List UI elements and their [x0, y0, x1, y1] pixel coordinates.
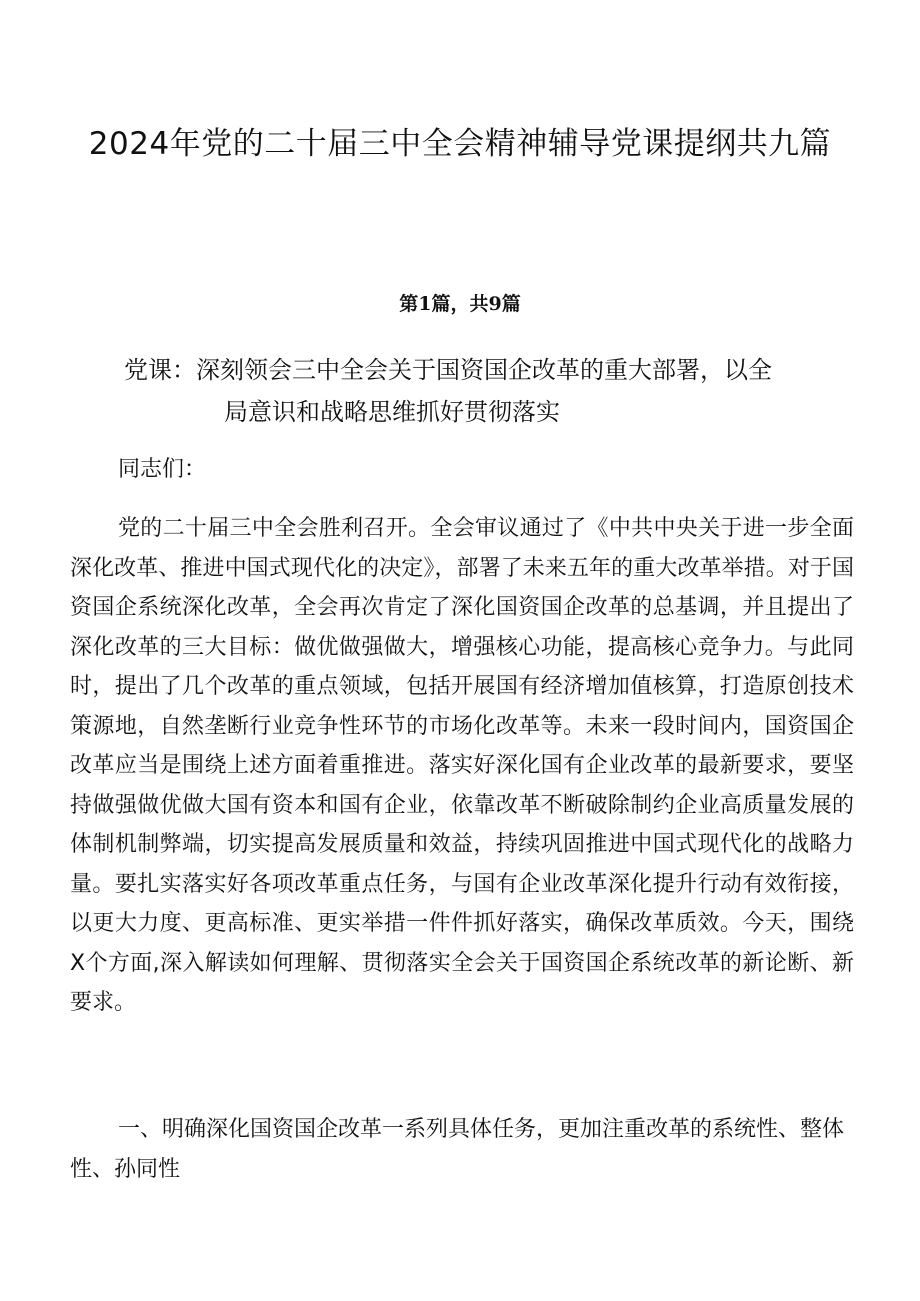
salutation: 同志们： — [118, 457, 207, 482]
lesson-title — [124, 349, 854, 433]
section-heading-1: 一、明确深化国资国企改革一系列具体任务，更加注重改革的系统性、整体性、孙同性 — [70, 1117, 845, 1182]
body-paragraph: 党的二十届三中全会胜利召开。全会审议通过了《中共中央关于进一步全面深化改革、推进中国式现代化的决定》，部署了未来五年的重大改革举措。对于国资国企系统深化改革，全会再次肯定了深化国资国企改革的总基调，并且提出了深化改革的三大目标：做优做强做大，增强核心功能，提高核心竞争力。与此同时，提出了几个改革的重点领域，包括开展国有经济增加值核算，打造原创技术策源地，自然垄断行业竞争性环节的市场化改革等。未来一段时间内，国资国企改革应当是围绕上述方面着重推进。落实好深化国有企业改革的最新要求，要坚持做强做优做大国有资本和国有企业，依靠改革不断破除制约企业高质量发展的体制机制弊端，切实提高发展质量和效益，持续巩固推进中国式现代化的战略力量。要扎实落实好各项改革重点任务，与国有企业改革深化提升行动有效衔接，以更大力度、更高标准、更实举措一件件抓好落实，确保改革质效。今天，围绕X个方面,深入解读如何理解、贯彻落实全会关于国资国企系统改革的新论断、新要求。 — [70, 516, 854, 1015]
lesson-title-line-1: 党课：深刻领会三中全会关于国资国企改革的重大部署，以全 — [124, 356, 772, 384]
section-counter: 第1篇，共9篇 — [399, 293, 521, 315]
lesson-title-line-2: 局意识和战略思维抓好贯彻落实 — [224, 398, 560, 426]
document-title: 2024年党的二十届三中全会精神辅导党课提纲共九篇 — [88, 126, 832, 162]
